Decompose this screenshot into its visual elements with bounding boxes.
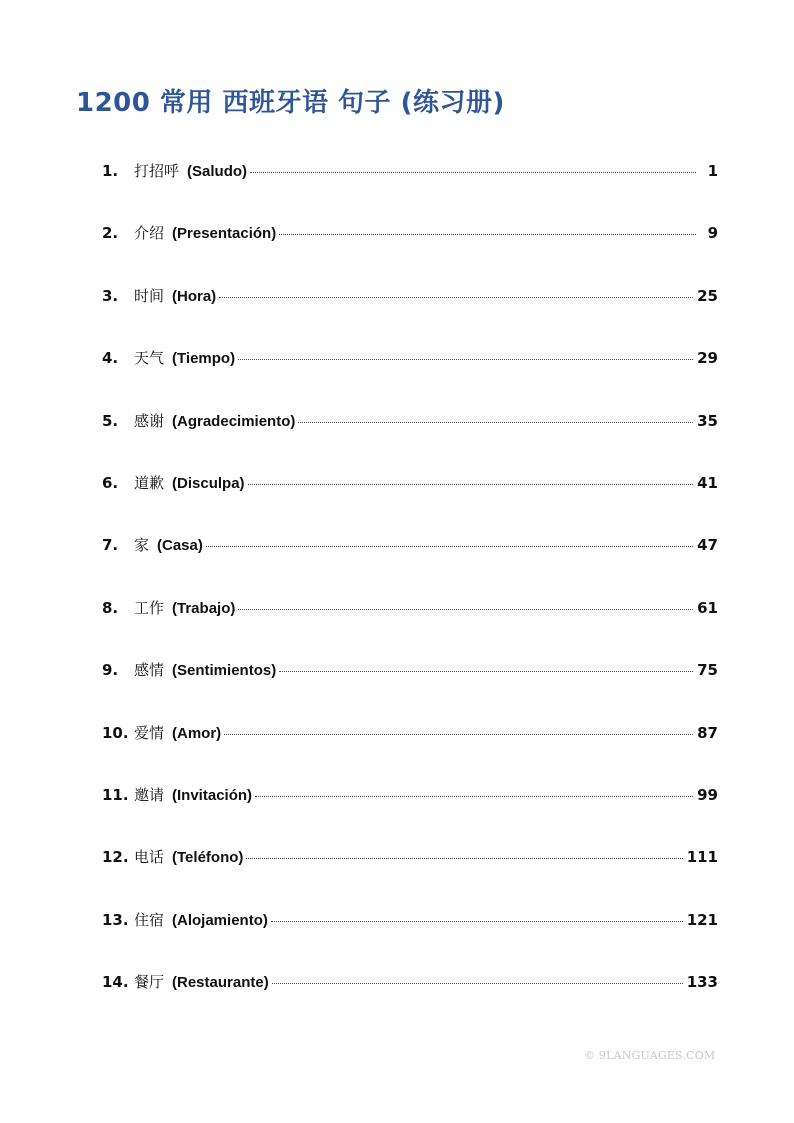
toc-entry-page-number: 75	[697, 661, 718, 680]
toc-entry-page-number: 133	[686, 973, 718, 992]
toc-dot-leader	[279, 671, 693, 672]
toc-entry[interactable]	[102, 909, 718, 971]
toc-entry-chinese-title: 爱情	[134, 723, 165, 742]
toc-dot-leader	[272, 983, 683, 984]
toc-entry-spanish-title: (Restaurante)	[172, 974, 269, 992]
toc-entry-spanish-title: (Hora)	[172, 287, 217, 305]
toc-dot-leader	[246, 858, 682, 859]
toc-entry-chinese-title: 感谢	[134, 411, 165, 430]
toc-entry-page-number: 25	[697, 286, 718, 305]
toc-entry-chinese-title: 住宿	[134, 910, 165, 929]
toc-entry-spanish-title: (Alojamiento)	[172, 911, 268, 929]
toc-dot-leader	[250, 172, 696, 173]
toc-entry-page-number: 9	[707, 224, 718, 243]
toc-entry-page-number: 99	[697, 785, 718, 804]
toc-entry-page-number: 41	[697, 473, 718, 492]
toc-entry-page-number: 1	[707, 162, 718, 180]
toc-entry-number: 2.	[102, 224, 119, 243]
toc-entry-number: 12.	[102, 848, 129, 867]
table-of-contents	[102, 160, 718, 1033]
toc-entry-page-number: 47	[697, 536, 718, 555]
toc-entry-number: 8.	[102, 598, 119, 617]
toc-entry-spanish-title: (Sentimientos)	[172, 662, 277, 680]
toc-entry-chinese-title: 介绍	[134, 224, 165, 243]
toc-entry-number: 6.	[102, 473, 119, 492]
toc-entry-chinese-title: 道歉	[134, 473, 165, 492]
toc-entry-chinese-title: 工作	[134, 598, 165, 617]
toc-entry-number: 11.	[102, 785, 129, 804]
toc-entry-spanish-title: (Tiempo)	[172, 350, 236, 368]
toc-entry-spanish-title: (Saludo)	[187, 163, 248, 180]
toc-entry[interactable]	[102, 534, 718, 596]
toc-entry[interactable]	[102, 472, 718, 534]
toc-dot-leader	[248, 484, 694, 485]
toc-entry-page-number: 61	[697, 598, 718, 617]
toc-entry[interactable]	[102, 410, 718, 472]
toc-entry[interactable]	[102, 659, 718, 721]
toc-entry-chinese-title: 电话	[134, 848, 165, 867]
page-title: 1200 常用 西班牙语 句子 (练习册)	[76, 88, 505, 118]
copyright-watermark: © 9LANGUAGES.COM	[584, 1049, 716, 1062]
toc-dot-leader	[238, 609, 693, 610]
toc-entry-page-number: 35	[697, 411, 718, 430]
toc-entry-number: 5.	[102, 411, 119, 430]
toc-entry-number: 3.	[102, 286, 119, 305]
toc-entry-page-number: 121	[686, 910, 718, 929]
toc-entry-page-number: 111	[686, 848, 718, 867]
toc-entry-number: 9.	[102, 661, 119, 680]
toc-dot-leader	[219, 297, 693, 298]
toc-entry-spanish-title: (Presentación)	[172, 225, 277, 243]
toc-entry-chinese-title: 邀请	[134, 785, 165, 804]
toc-entry-number: 1.	[102, 162, 119, 180]
toc-entry[interactable]	[102, 347, 718, 409]
toc-entry-chinese-title: 天气	[134, 349, 165, 368]
toc-entry-page-number: 87	[697, 723, 718, 742]
toc-entry[interactable]	[102, 285, 718, 347]
toc-dot-leader	[206, 546, 693, 547]
toc-entry-chinese-title: 时间	[134, 286, 165, 305]
toc-dot-leader	[238, 359, 693, 360]
toc-entry-spanish-title: (Casa)	[157, 537, 203, 555]
toc-entry-spanish-title: (Amor)	[172, 724, 222, 742]
toc-entry[interactable]	[102, 722, 718, 784]
toc-entry-spanish-title: (Teléfono)	[172, 849, 244, 867]
toc-dot-leader	[279, 234, 696, 235]
toc-dot-leader	[298, 422, 693, 423]
toc-entry[interactable]	[102, 597, 718, 659]
toc-entry-chinese-title: 家	[134, 536, 150, 555]
toc-entry[interactable]	[102, 222, 718, 284]
toc-dot-leader	[255, 796, 693, 797]
toc-entry-chinese-title: 餐厅	[134, 973, 165, 992]
toc-entry-number: 4.	[102, 349, 119, 368]
toc-entry-chinese-title: 打招呼	[134, 162, 180, 180]
toc-entry-number: 7.	[102, 536, 119, 555]
toc-entry[interactable]	[102, 846, 718, 908]
toc-entry-number: 14.	[102, 973, 129, 992]
toc-entry-chinese-title: 感情	[134, 661, 165, 680]
toc-entry-spanish-title: (Disculpa)	[172, 474, 245, 492]
toc-entry-spanish-title: (Invitación)	[172, 786, 253, 804]
toc-entry[interactable]	[102, 784, 718, 846]
toc-dot-leader	[224, 734, 693, 735]
toc-entry-spanish-title: (Trabajo)	[172, 599, 236, 617]
toc-entry[interactable]	[102, 160, 718, 222]
toc-entry-number: 10.	[102, 723, 129, 742]
toc-dot-leader	[271, 921, 683, 922]
toc-entry-number: 13.	[102, 910, 129, 929]
toc-entry-spanish-title: (Agradecimiento)	[172, 412, 296, 430]
toc-entry[interactable]	[102, 971, 718, 1033]
toc-entry-page-number: 29	[697, 349, 718, 368]
